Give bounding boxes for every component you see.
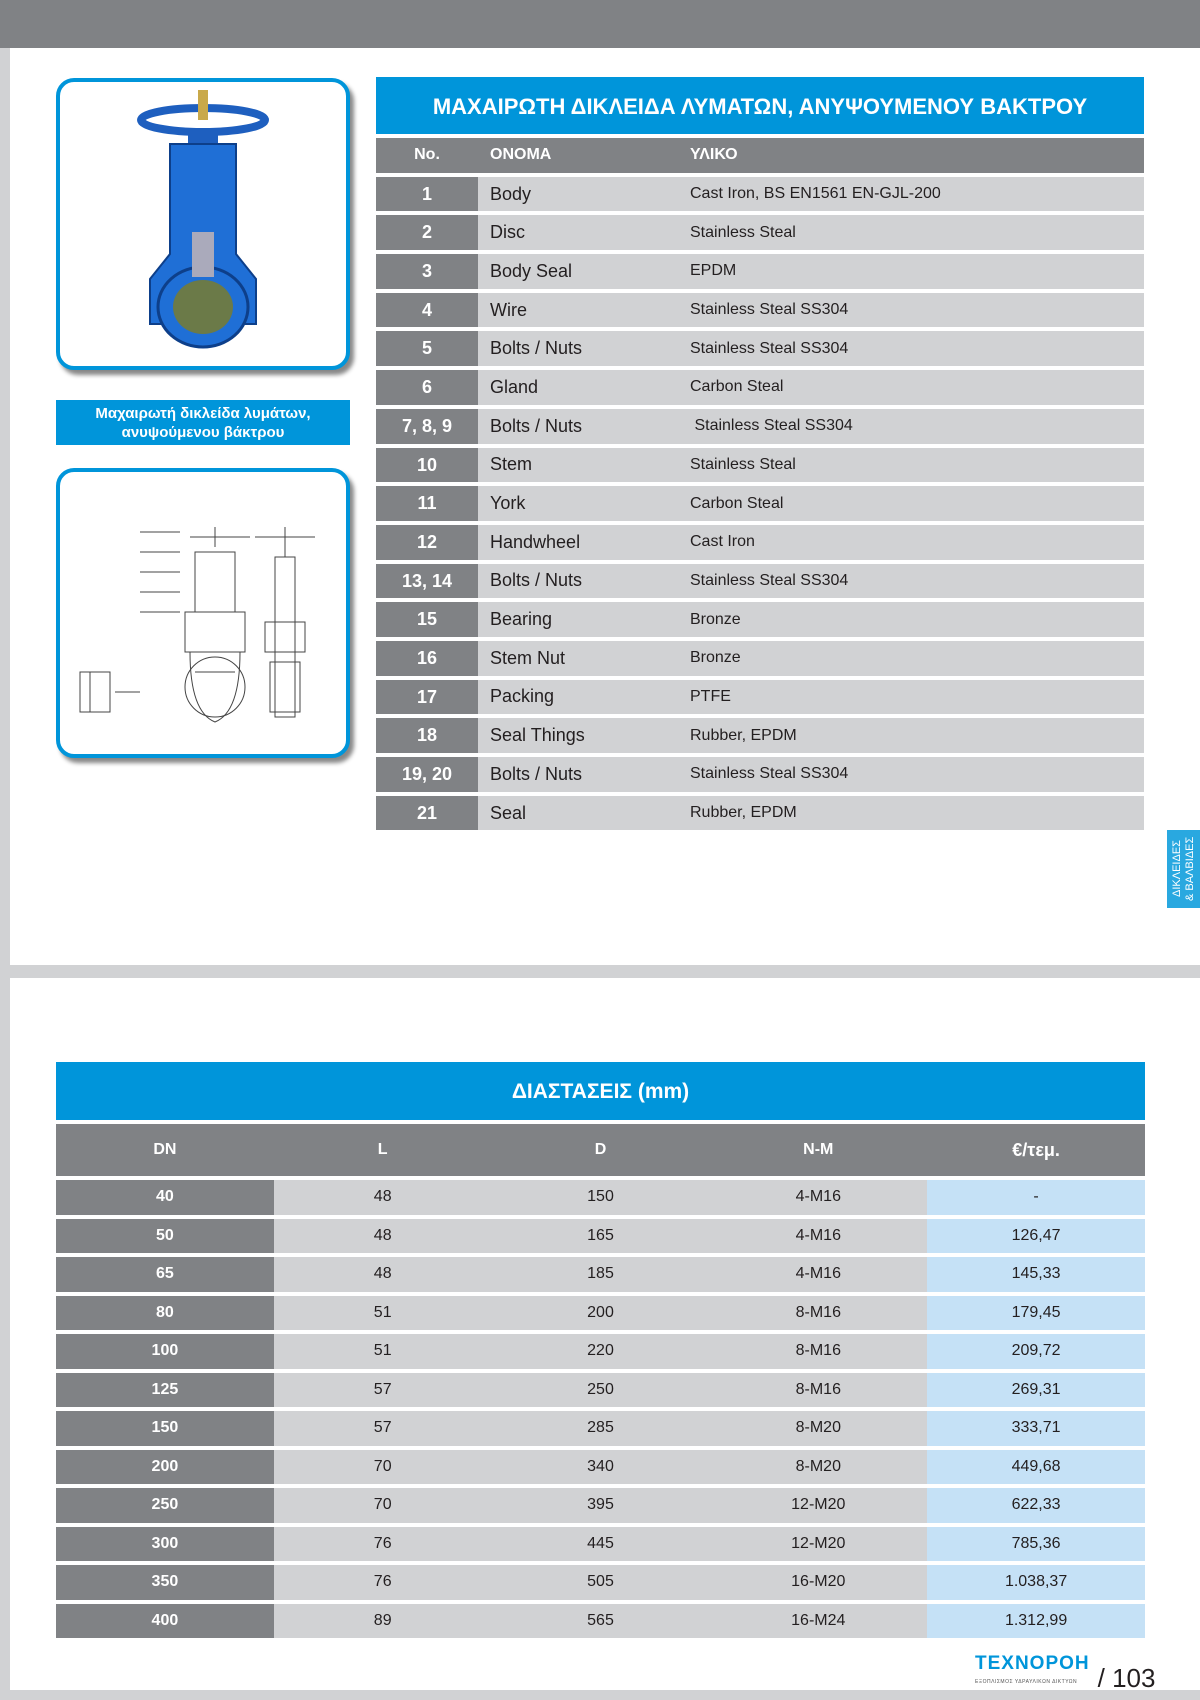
part-name: Seal (490, 802, 527, 823)
parts-table-header (376, 138, 1144, 173)
footer (975, 1655, 1155, 1691)
l-cell: 51 (274, 1334, 492, 1369)
d-cell: 220 (492, 1334, 710, 1369)
part-no: 5 (376, 331, 478, 366)
part-name: Bolts / Nuts (490, 763, 583, 784)
valve-photo (56, 78, 350, 370)
brand-logo (975, 1655, 1090, 1691)
d-cell: 340 (492, 1450, 710, 1485)
part-no: 1 (376, 177, 478, 212)
parts-table-row (376, 331, 1144, 366)
part-material: Stainless Steal (690, 455, 796, 473)
dn-cell: 100 (56, 1334, 274, 1369)
part-name: Disc (490, 222, 525, 243)
dimensions-table-row (56, 1373, 1145, 1408)
header-price: €/τεμ. (1012, 1140, 1060, 1160)
part-no: 3 (376, 254, 478, 289)
d-cell: 285 (492, 1411, 710, 1446)
parts-table (376, 77, 1144, 830)
nm-cell: 16-M20 (709, 1565, 927, 1600)
part-no: 2 (376, 215, 478, 250)
l-cell: 57 (274, 1411, 492, 1446)
part-name: Seal Things (490, 725, 585, 746)
part-material: EPDM (690, 262, 737, 280)
product-caption: Μαχαιρωτή δικλείδα λυμάτων, ανυψούμενου βάκτρου (56, 400, 350, 445)
part-material: Stainless Steal SS304 (690, 765, 849, 783)
price-cell: 449,68 (927, 1450, 1145, 1485)
part-material: Stainless Steal SS304 (690, 339, 849, 357)
top-bar (0, 0, 1200, 48)
valve-drawing-image (60, 472, 346, 754)
part-no: 12 (376, 525, 478, 560)
dn-cell: 200 (56, 1450, 274, 1485)
brand-tagline: ΕΞΟΠΛΙΣΜΟΣ ΥΔΡΑΥΛΙΚΩΝ ΔΙΚΤΥΩΝ (975, 1679, 1078, 1685)
nm-cell: 16-M24 (709, 1604, 927, 1639)
header-name: ΟΝΟΜΑ (490, 146, 552, 164)
part-material: Stainless Steal SS304 (690, 571, 849, 589)
brand-name: ΤΕΧΝΟΡΟΗ (975, 1653, 1090, 1674)
l-cell: 48 (274, 1219, 492, 1254)
dimensions-table-row (56, 1411, 1145, 1446)
parts-table-row (376, 370, 1144, 405)
l-cell: 51 (274, 1296, 492, 1331)
dn-cell: 40 (56, 1180, 274, 1215)
dn-cell: 80 (56, 1296, 274, 1331)
part-no: 10 (376, 448, 478, 483)
part-name: Stem Nut (490, 647, 566, 668)
dn-cell: 250 (56, 1488, 274, 1523)
price-cell: 622,33 (927, 1488, 1145, 1523)
nm-cell: 12-M20 (709, 1488, 927, 1523)
dn-cell: 350 (56, 1565, 274, 1600)
price-cell: 126,47 (927, 1219, 1145, 1254)
l-cell: 89 (274, 1604, 492, 1639)
dimensions-table (56, 1062, 1145, 1638)
d-cell: 505 (492, 1565, 710, 1600)
section-tab-line1: ΔΙΚΛΕΙΔΕΣ (1171, 840, 1183, 898)
dn-cell: 125 (56, 1373, 274, 1408)
dn-cell: 50 (56, 1219, 274, 1254)
parts-table-row (376, 796, 1144, 831)
d-cell: 150 (492, 1180, 710, 1215)
knife-gate-valve-image (60, 82, 346, 366)
nm-cell: 8-M16 (709, 1373, 927, 1408)
part-material: Rubber, EPDM (690, 804, 797, 822)
part-name: Body (490, 183, 532, 204)
dimensions-table-title: ΔΙΑΣΤΑΣΕΙΣ (mm) (56, 1062, 1145, 1120)
part-name: Bolts / Nuts (490, 338, 583, 359)
dimensions-table-row (56, 1527, 1145, 1562)
part-material: Stainless Steal SS304 (690, 417, 853, 435)
dimensions-table-row (56, 1296, 1145, 1331)
part-name: Bolts / Nuts (490, 415, 583, 436)
l-cell: 70 (274, 1450, 492, 1485)
parts-table-row (376, 680, 1144, 715)
dn-cell: 65 (56, 1257, 274, 1292)
part-name: Packing (490, 686, 555, 707)
d-cell: 445 (492, 1527, 710, 1562)
part-material: Rubber, EPDM (690, 726, 797, 744)
part-material: Bronze (690, 610, 741, 628)
parts-table-row (376, 177, 1144, 212)
part-name: Body Seal (490, 260, 573, 281)
parts-table-row (376, 215, 1144, 250)
part-no: 17 (376, 680, 478, 715)
nm-cell: 8-M20 (709, 1411, 927, 1446)
dimensions-table-header (56, 1124, 1145, 1176)
dn-cell: 150 (56, 1411, 274, 1446)
nm-cell: 8-M20 (709, 1450, 927, 1485)
parts-table-row (376, 525, 1144, 560)
l-cell: 70 (274, 1488, 492, 1523)
d-cell: 395 (492, 1488, 710, 1523)
d-cell: 250 (492, 1373, 710, 1408)
d-cell: 200 (492, 1296, 710, 1331)
l-cell: 48 (274, 1257, 492, 1292)
l-cell: 57 (274, 1373, 492, 1408)
price-cell: 209,72 (927, 1334, 1145, 1369)
d-cell: 565 (492, 1604, 710, 1639)
nm-cell: 4-M16 (709, 1219, 927, 1254)
parts-table-row (376, 564, 1144, 599)
part-no: 16 (376, 641, 478, 676)
part-name: York (490, 493, 526, 514)
price-cell: 145,33 (927, 1257, 1145, 1292)
part-material: Carbon Steal (690, 494, 784, 512)
page-number: / 103 (1097, 1663, 1156, 1693)
price-cell: 269,31 (927, 1373, 1145, 1408)
price-cell: 1.038,37 (927, 1565, 1145, 1600)
price-cell: 1.312,99 (927, 1604, 1145, 1639)
dimensions-table-row (56, 1565, 1145, 1600)
dimensions-table-row (56, 1257, 1145, 1292)
part-material: Stainless Steal (690, 223, 796, 241)
l-cell: 76 (274, 1527, 492, 1562)
part-material: Cast Iron, BS EN1561 EN-GJL-200 (690, 185, 941, 203)
parts-table-row (376, 409, 1144, 444)
dimensions-table-row (56, 1488, 1145, 1523)
nm-cell: 4-M16 (709, 1180, 927, 1215)
dn-cell: 300 (56, 1527, 274, 1562)
header-l: L (377, 1141, 388, 1158)
section-tab-line2: & ΒΑΛΒΙΔΕΣ (1184, 836, 1196, 902)
price-cell: - (927, 1180, 1145, 1215)
part-no: 7, 8, 9 (376, 409, 478, 444)
header-nm: N-M (803, 1141, 834, 1158)
technical-drawing (56, 468, 350, 758)
dimensions-table-row (56, 1604, 1145, 1639)
parts-table-row (376, 448, 1144, 483)
part-name: Gland (490, 376, 539, 397)
part-material: Carbon Steal (690, 378, 784, 396)
d-cell: 165 (492, 1219, 710, 1254)
nm-cell: 8-M16 (709, 1334, 927, 1369)
part-no: 13, 14 (376, 564, 478, 599)
part-no: 4 (376, 293, 478, 328)
price-cell: 785,36 (927, 1527, 1145, 1562)
parts-table-row (376, 641, 1144, 676)
l-cell: 76 (274, 1565, 492, 1600)
dimensions-table-row (56, 1450, 1145, 1485)
header-material: ΥΛΙΚΟ (690, 146, 738, 164)
header-d: D (594, 1141, 607, 1158)
part-no: 19, 20 (376, 757, 478, 792)
parts-table-row (376, 293, 1144, 328)
d-cell: 185 (492, 1257, 710, 1292)
parts-table-title: ΜΑΧΑΙΡΩΤΗ ΔΙΚΛΕΙΔΑ ΛΥΜΑΤΩΝ, ΑΝΥΨΟΥΜΕΝΟΥ ΒΑΚΤΡΟΥ (376, 77, 1144, 134)
parts-table-row (376, 757, 1144, 792)
l-cell: 48 (274, 1180, 492, 1215)
nm-cell: 12-M20 (709, 1527, 927, 1562)
part-no: 11 (376, 486, 478, 521)
part-no: 15 (376, 602, 478, 637)
part-name: Handwheel (490, 531, 581, 552)
part-no: 21 (376, 796, 478, 831)
part-material: Bronze (690, 649, 741, 667)
price-cell: 179,45 (927, 1296, 1145, 1331)
part-name: Bearing (490, 609, 553, 630)
parts-table-row (376, 718, 1144, 753)
nm-cell: 8-M16 (709, 1296, 927, 1331)
part-name: Bolts / Nuts (490, 570, 583, 591)
dimensions-table-row (56, 1334, 1145, 1369)
dn-cell: 400 (56, 1604, 274, 1639)
part-name: Stem (490, 454, 533, 475)
price-cell: 333,71 (927, 1411, 1145, 1446)
header-no: No. (414, 146, 440, 163)
part-material: PTFE (690, 687, 731, 705)
part-no: 18 (376, 718, 478, 753)
section-tab[interactable] (1167, 830, 1200, 908)
dimensions-table-row (56, 1180, 1145, 1215)
parts-table-row (376, 602, 1144, 637)
dimensions-table-row (56, 1219, 1145, 1254)
parts-table-row (376, 486, 1144, 521)
part-name: Wire (490, 299, 527, 320)
part-no: 6 (376, 370, 478, 405)
part-material: Stainless Steal SS304 (690, 301, 849, 319)
header-dn: DN (153, 1141, 177, 1158)
part-material: Cast Iron (690, 533, 755, 551)
parts-table-row (376, 254, 1144, 289)
nm-cell: 4-M16 (709, 1257, 927, 1292)
